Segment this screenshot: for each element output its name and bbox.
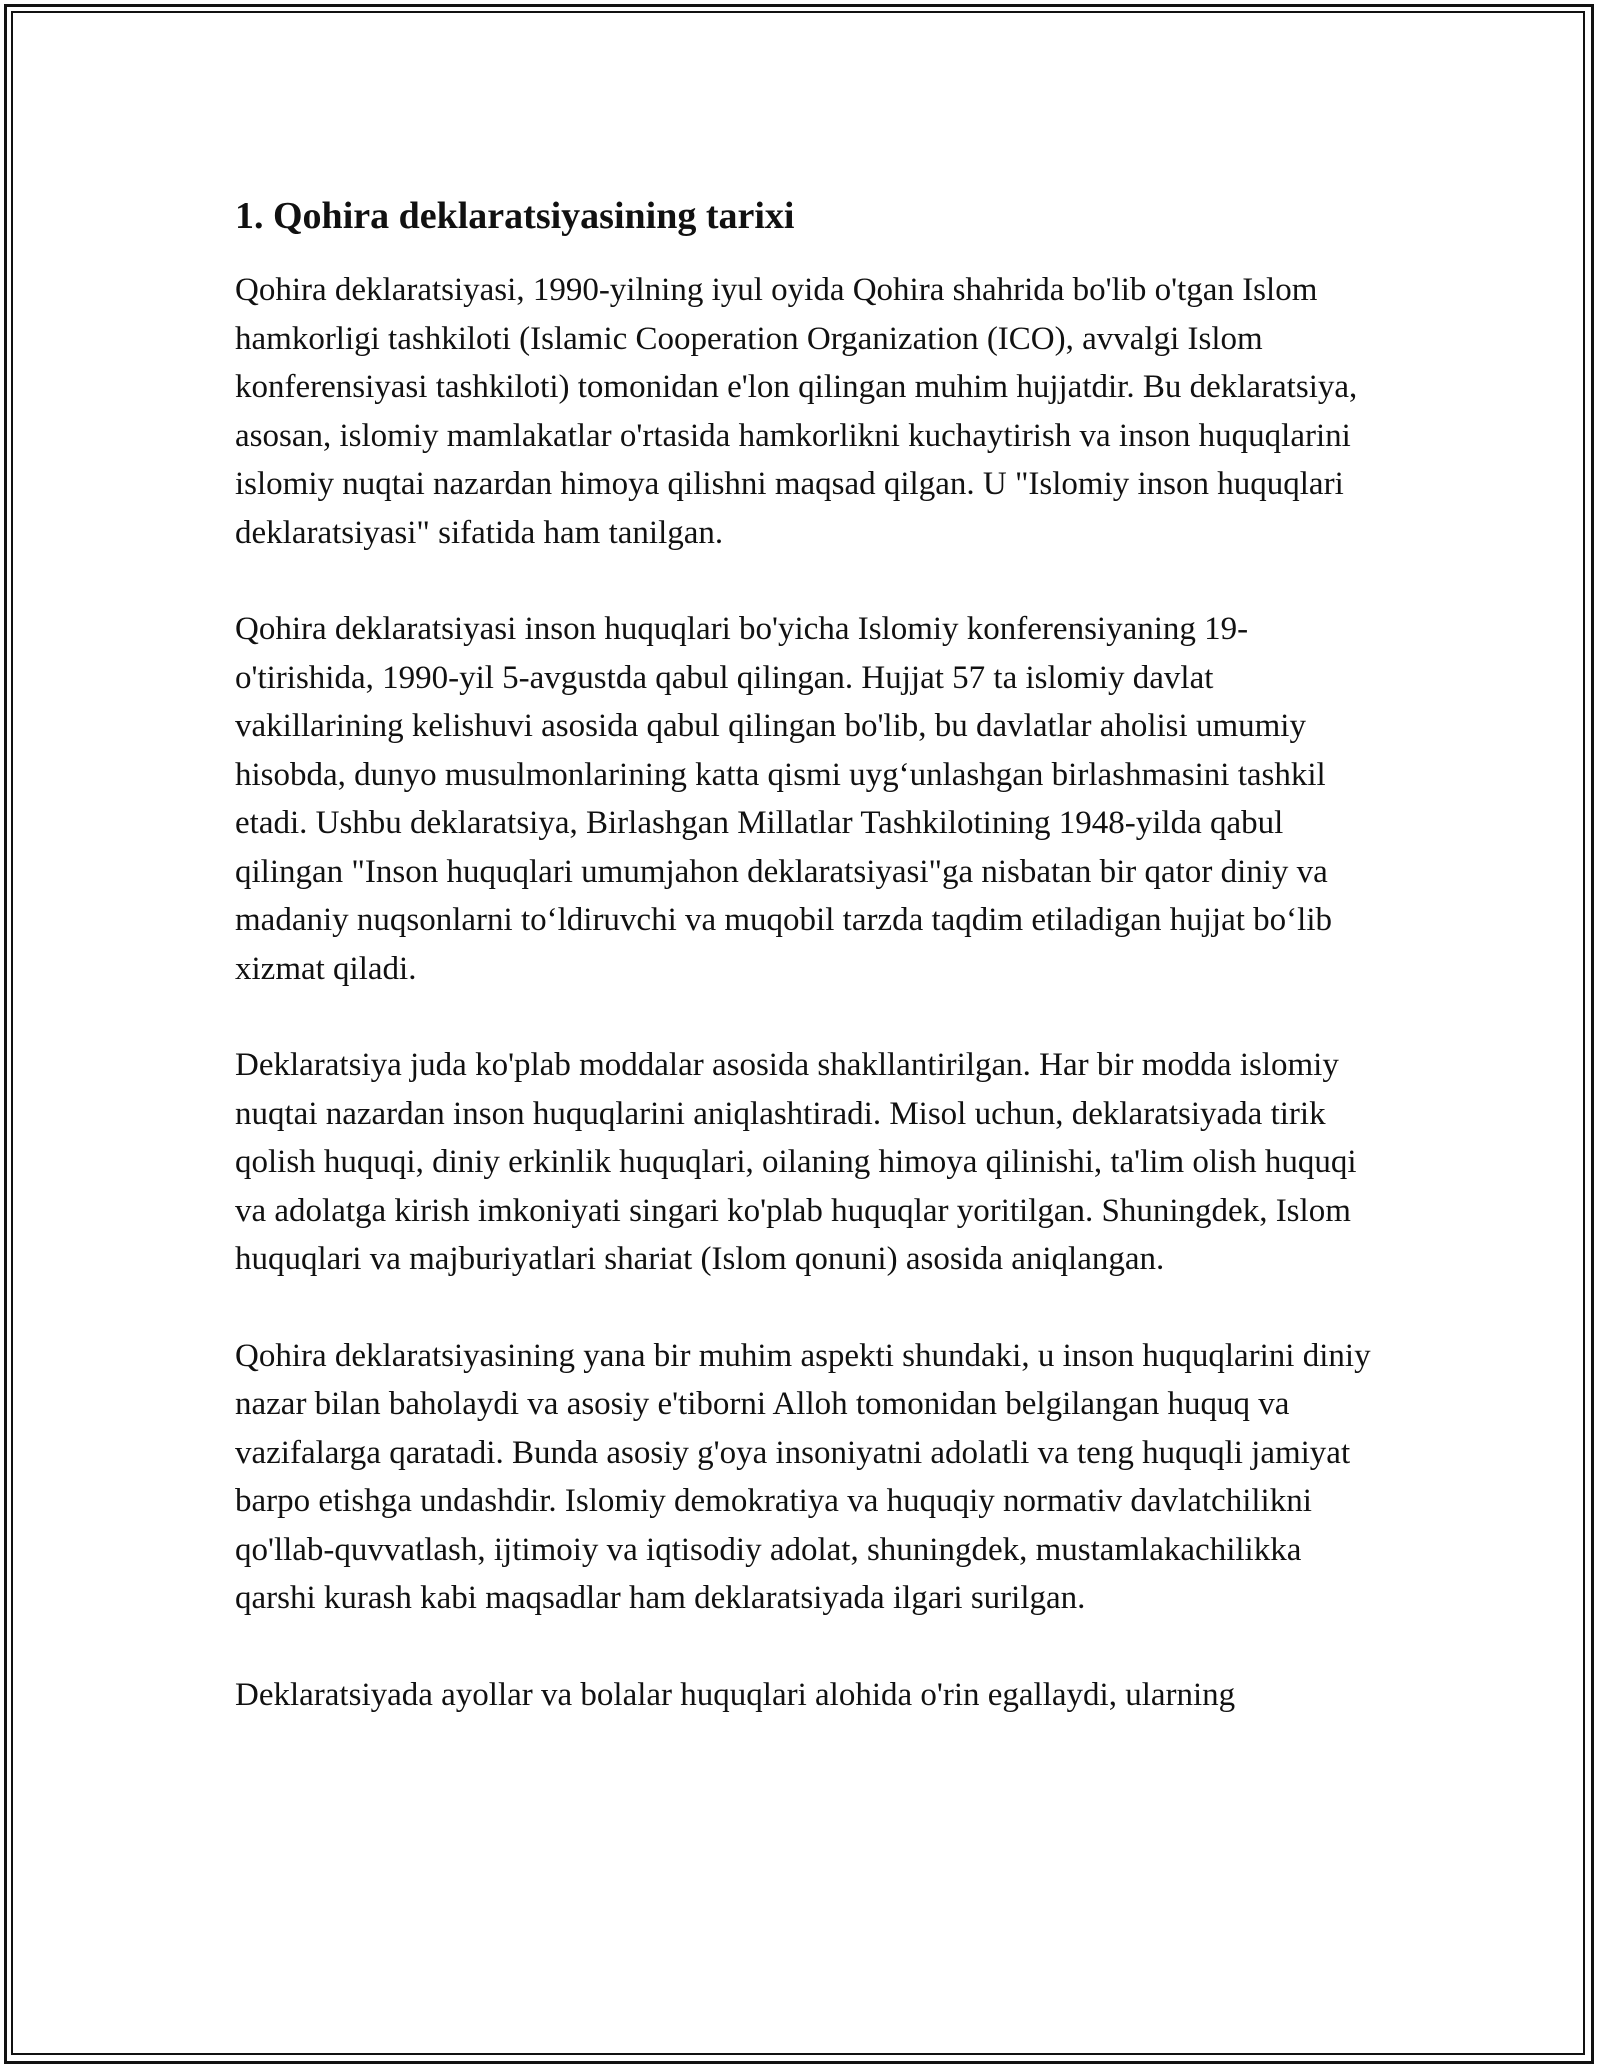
paragraph-women-children: Deklaratsiyada ayollar va bolalar huquqlari alohida o'rin egallaydi, ularning [235, 1676, 1236, 1713]
paragraph-religious-view: Qohira deklaratsiyasining yana bir muhim aspekti shundaki, u inson huquqlarini diniy nazar bilan baholaydi va asosiy e'tiborni Alloh tomonidan belgilangan huquq va vazifalarga qaratadi. Bunda asosiy g'oya insoniyatni adolatli va teng huquqli jamiyat barpo etishga undashdir. Islomiy demokratiya va huquqiy normativ davlatchilikni qo'llab-quvvatlash, ijtimoiy va iqtisodiy adolat, shuningdek, mustamlakachilikka qarshi kurash kabi maqsadlar ham deklaratsiyada ilgari surilgan. [235, 1337, 1371, 1616]
paragraph-articles: Deklaratsiya juda ko'plab moddalar asosida shakllantirilgan. Har bir modda islomiy nuqtai nazardan inson huquqlarini aniqlashtiradi. Misol uchun, deklaratsiyada tirik qolish huquqi, diniy erkinlik huquqlari, oilaning himoya qilinishi, ta'lim olish huquqi va adolatga kirish imkoniyati singari ko'plab huquqlar yoritilgan. Shuningdek, Islom huquqlari va majburiyatlari shariat (Islom qonuni) asosida aniqlangan. [235, 1047, 1357, 1277]
section-heading: 1. Qohira deklaratsiyasining tarixi [235, 195, 795, 237]
paragraph-history-intro: Qohira deklaratsiyasi, 1990-yilning iyul oyida Qohira shahrida bo'lib o'tgan Islom hamkorligi tashkiloti (Islamic Cooperation Organization (ICO), avvalgi Islom konferensiyasi tashkiloti) tomonidan e'lon qilingan muhim hujjatdir. Bu deklaratsiya, asosan, islomiy mamlakatlar o'rtasida hamkorlikni kuchaytirish va inson huquqlarini islomiy nuqtai nazardan himoya qilishni maqsad qilgan. U "Islomiy inson huquqlari deklaratsiyasi" sifatida ham tanilgan. [235, 272, 1358, 551]
document-body [235, 188, 1375, 1767]
paragraph-adoption: Qohira deklaratsiyasi inson huquqlari bo'yicha Islomiy konferensiyaning 19-o'tirishida, 1990-yil 5-avgustda qabul qilingan. Hujjat 57 ta islomiy davlat vakillarining kelishuvi asosida qabul qilingan bo'lib, bu davlatlar aholisi umumiy hisobda, dunyo musulmonlarining katta qismi uyg‘unlashgan birlashmasini tashkil etadi. Ushbu deklaratsiya, Birlashgan Millatlar Tashkilotining 1948-yilda qabul qilingan "Inson huquqlari umumjahon deklaratsiyasi"ga nisbatan bir qator diniy va madaniy nuqsonlarni to‘ldiruvchi va muqobil tarzda taqdim etiladigan hujjat bo‘lib xizmat qiladi. [235, 611, 1332, 987]
